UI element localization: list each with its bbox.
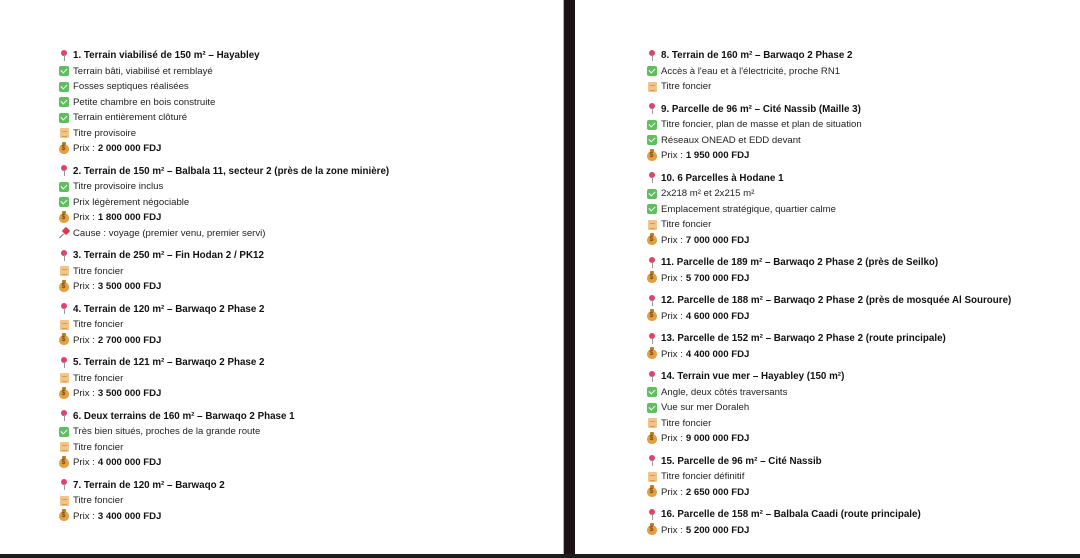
price-line — [646, 431, 1011, 447]
listing-title: 11. Parcelle de 189 m² – Barwaqo 2 Phase 2 (près de Seilko) — [661, 257, 939, 268]
pin-icon — [646, 257, 658, 269]
check-icon — [646, 65, 658, 77]
listing-15 — [646, 454, 1011, 501]
feature-text: Titre foncier, plan de masse et plan de situation — [661, 119, 862, 130]
feature-text: Prix légèrement négociable — [73, 196, 190, 208]
price-value: 9 000 000 FDJ — [685, 433, 750, 444]
money-bag-icon — [58, 334, 70, 346]
listing-title: 5. Terrain de 121 m² – Barwaqo 2 Phase 2 — [73, 357, 265, 368]
money-bag-icon — [646, 150, 658, 162]
scroll-icon — [58, 319, 70, 331]
listing-title: 4. Terrain de 120 m² – Barwaqo 2 Phase 2 — [73, 303, 265, 315]
listings-column-right — [646, 48, 1011, 545]
price-value: 2 700 000 FDJ — [97, 334, 162, 346]
feature-text: Très bien situés, proches de la grande route — [73, 426, 261, 437]
money-bag-icon — [646, 310, 658, 322]
money-bag-icon — [646, 234, 658, 246]
price-value: 1 800 000 FDJ — [97, 212, 162, 223]
listing-4 — [58, 302, 389, 349]
feature-text: Titre foncier définitif — [661, 471, 745, 482]
money-bag-icon — [58, 457, 70, 469]
check-icon — [646, 386, 658, 398]
listing-title: 8. Terrain de 160 m² – Barwaqo 2 Phase 2 — [661, 50, 853, 61]
listing-8 — [646, 48, 1011, 95]
money-bag-icon — [646, 433, 658, 445]
price-line — [646, 485, 1011, 501]
price-value: 5 700 000 FDJ — [685, 272, 750, 284]
check-icon — [58, 196, 70, 208]
price-label: Prix : — [661, 348, 683, 360]
feature-text: Titre foncier — [73, 495, 124, 506]
price-label: Prix : — [661, 433, 683, 444]
price-label: Prix : — [73, 212, 95, 223]
price-value: 7 000 000 FDJ — [685, 234, 750, 246]
listing-1 — [58, 48, 389, 157]
bottom-edge-bar — [0, 554, 1080, 558]
listing-title: 3. Terrain de 250 m² – Fin Hodan 2 / PK12 — [73, 250, 264, 261]
price-line — [646, 271, 1011, 287]
listing-title: 10. 6 Parcelles à Hodane 1 — [661, 172, 784, 184]
check-icon — [58, 426, 70, 438]
feature-text: Vue sur mer Doraleh — [661, 402, 750, 413]
check-icon — [646, 134, 658, 146]
pin-icon — [646, 509, 658, 521]
money-bag-icon — [646, 348, 658, 360]
scroll-icon — [58, 372, 70, 384]
scroll-icon — [58, 265, 70, 277]
document-page-right — [575, 0, 1080, 554]
feature-text: Titre foncier — [661, 81, 712, 92]
check-icon — [646, 402, 658, 414]
feature-text: Accès à l'eau et à l'électricité, proche RN1 — [661, 65, 841, 77]
pin-icon — [58, 410, 70, 422]
listing-14 — [646, 369, 1011, 447]
price-value: 4 600 000 FDJ — [685, 310, 750, 322]
pin-icon — [646, 295, 658, 307]
price-line — [58, 279, 389, 295]
money-bag-icon — [58, 510, 70, 522]
listing-title: 9. Parcelle de 96 m² – Cité Nassib (Maille 3) — [661, 103, 861, 115]
feature-text: Fosses septiques réalisées — [73, 81, 189, 92]
money-bag-icon — [58, 212, 70, 224]
price-label: Prix : — [73, 334, 95, 346]
page-divider — [563, 0, 575, 558]
scroll-icon — [646, 219, 658, 231]
listing-title: 2. Terrain de 150 m² – Balbala 11, secteur 2 (près de la zone minière) — [73, 165, 390, 177]
pin-icon — [646, 50, 658, 62]
feature-text: Petite chambre en bois construite — [73, 96, 216, 108]
listing-title: 6. Deux terrains de 160 m² – Barwaqo 2 Phase 1 — [73, 410, 295, 422]
price-value: 4 000 000 FDJ — [97, 457, 162, 468]
pin-icon — [58, 303, 70, 315]
money-bag-icon — [646, 524, 658, 536]
check-icon — [58, 96, 70, 108]
listing-13 — [646, 331, 1011, 362]
check-icon — [646, 119, 658, 131]
money-bag-icon — [646, 486, 658, 498]
price-value: 4 400 000 FDJ — [685, 348, 750, 360]
scroll-icon — [58, 441, 70, 453]
price-line — [646, 148, 1011, 164]
listing-title: 16. Parcelle de 158 m² – Balbala Caadi (route principale) — [661, 509, 921, 520]
check-icon — [58, 112, 70, 124]
scroll-icon — [58, 127, 70, 139]
listing-7 — [58, 478, 389, 525]
listing-10 — [646, 171, 1011, 249]
price-label: Prix : — [661, 524, 683, 536]
price-value: 2 000 000 FDJ — [97, 143, 162, 154]
listing-2 — [58, 164, 389, 242]
scroll-icon — [58, 495, 70, 507]
listing-title: 13. Parcelle de 152 m² – Barwaqo 2 Phase 2 (route principale) — [661, 333, 946, 344]
scroll-icon — [646, 471, 658, 483]
price-label: Prix : — [73, 281, 95, 292]
price-label: Prix : — [73, 143, 95, 154]
listing-9 — [646, 102, 1011, 164]
pin-icon — [58, 50, 70, 62]
price-label: Prix : — [661, 150, 683, 161]
price-line — [646, 347, 1011, 363]
price-line — [58, 333, 389, 349]
money-bag-icon — [58, 281, 70, 293]
pushpin-icon — [58, 227, 70, 239]
feature-text: Terrain entièrement clôturé — [73, 112, 188, 123]
note-text: Cause : voyage (premier venu, premier servi) — [73, 227, 266, 239]
price-label: Prix : — [73, 457, 95, 468]
price-value: 1 950 000 FDJ — [685, 150, 750, 161]
feature-text: Emplacement stratégique, quartier calme — [661, 203, 836, 215]
pin-icon — [58, 357, 70, 369]
feature-text: Titre foncier — [73, 319, 124, 330]
money-bag-icon — [58, 143, 70, 155]
price-label: Prix : — [73, 388, 95, 399]
price-line — [646, 233, 1011, 249]
feature-text: Terrain bâti, viabilisé et remblayé — [73, 65, 213, 77]
price-line — [58, 455, 389, 471]
price-value: 3 500 000 FDJ — [97, 281, 162, 292]
listing-title: 7. Terrain de 120 m² – Barwaqo 2 — [73, 479, 225, 491]
feature-text: Titre foncier — [73, 441, 124, 453]
price-label: Prix : — [661, 272, 683, 284]
listing-title: 14. Terrain vue mer – Hayabley (150 m²) — [661, 371, 845, 382]
check-icon — [58, 81, 70, 93]
listing-3 — [58, 248, 389, 295]
check-icon — [646, 203, 658, 215]
listing-title: 12. Parcelle de 188 m² – Barwaqo 2 Phase 2 (près de mosquée Al Souroure) — [661, 295, 1012, 306]
price-line — [646, 523, 1011, 539]
price-label: Prix : — [73, 510, 95, 522]
money-bag-icon — [646, 272, 658, 284]
price-line — [58, 386, 389, 402]
feature-text: Titre foncier — [73, 372, 124, 384]
feature-text: Titre foncier — [73, 265, 124, 277]
feature-text: Titre provisoire inclus — [73, 181, 164, 192]
pin-icon — [646, 333, 658, 345]
price-line — [646, 309, 1011, 325]
feature-text: Titre foncier — [661, 417, 712, 429]
listing-title: 15. Parcelle de 96 m² – Cité Nassib — [661, 455, 822, 467]
price-label: Prix : — [661, 310, 683, 322]
price-value: 5 200 000 FDJ — [685, 524, 750, 536]
pin-icon — [58, 250, 70, 262]
listing-16 — [646, 507, 1011, 538]
feature-text: Réseaux ONEAD et EDD devant — [661, 134, 801, 146]
pin-icon — [58, 165, 70, 177]
pin-icon — [646, 371, 658, 383]
price-value: 3 400 000 FDJ — [97, 510, 162, 522]
price-line — [58, 210, 389, 226]
feature-text: Titre foncier — [661, 219, 712, 230]
feature-text: Titre provisoire — [73, 127, 137, 139]
pin-icon — [646, 103, 658, 115]
listings-column-left — [58, 48, 389, 531]
listing-11 — [646, 255, 1011, 286]
pin-icon — [646, 455, 658, 467]
price-value: 2 650 000 FDJ — [685, 486, 750, 498]
price-value: 3 500 000 FDJ — [97, 388, 162, 399]
listing-6 — [58, 409, 389, 471]
listing-12 — [646, 293, 1011, 324]
feature-text: Angle, deux côtés traversants — [661, 386, 788, 398]
note-line — [58, 226, 389, 242]
money-bag-icon — [58, 388, 70, 400]
check-icon — [58, 65, 70, 77]
pin-icon — [58, 479, 70, 491]
check-icon — [646, 188, 658, 200]
listing-5 — [58, 355, 389, 402]
price-line — [58, 509, 389, 525]
scroll-icon — [646, 81, 658, 93]
scroll-icon — [646, 417, 658, 429]
check-icon — [58, 181, 70, 193]
price-line — [58, 141, 389, 157]
feature-text: 2x218 m² et 2x215 m² — [661, 188, 755, 199]
price-label: Prix : — [661, 234, 683, 246]
listing-title: 1. Terrain viabilisé de 150 m² – Hayabley — [73, 50, 260, 61]
price-label: Prix : — [661, 486, 683, 498]
pin-icon — [646, 172, 658, 184]
